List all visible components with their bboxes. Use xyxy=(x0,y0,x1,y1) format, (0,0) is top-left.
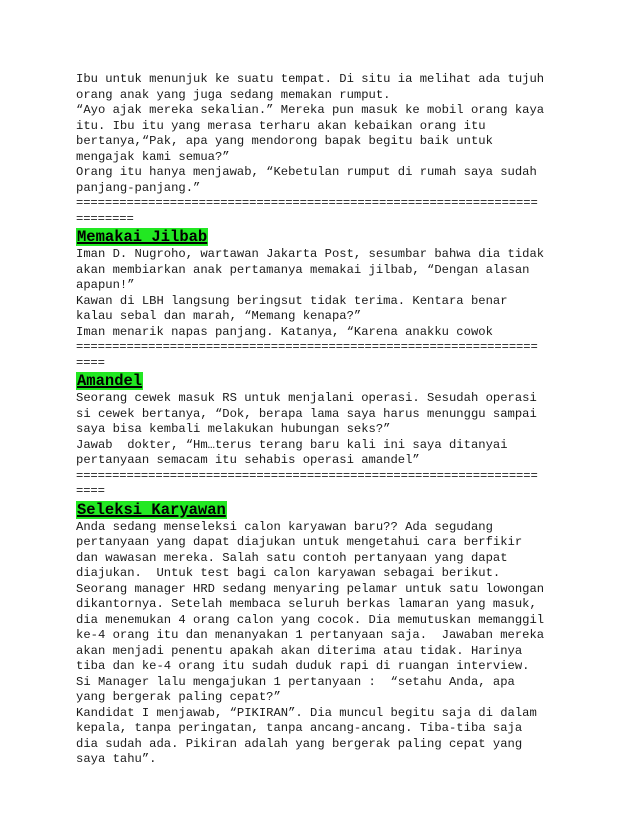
separator-line: ==== xyxy=(76,484,105,498)
text-line: orang anak yang juga sedang memakan rumput. xyxy=(76,87,391,102)
section-heading-jilbab: Memakai Jilbab xyxy=(77,228,208,246)
text-line: itu. Ibu itu yang merasa terharu akan kebaikan orang itu xyxy=(76,118,486,133)
text-line: pertanyaan yang dapat diajukan untuk mengetahui cara berfikir xyxy=(76,535,523,549)
text-line: dan wawasan mereka. Salah satu contoh pertanyaan yang dapat xyxy=(76,550,508,565)
text-line: dia menemukan 4 orang calon yang cocok. Dia memutuskan memanggil xyxy=(76,612,545,627)
text-line: Iman D. Nugroho, wartawan Jakarta Post, sesumbar bahwa dia tidak xyxy=(76,247,545,261)
text-line: tiba dan ke-4 orang itu sudah duduk rapi di ruangan interview. xyxy=(76,659,530,673)
text-line: Kawan di LBH langsung beringsut tidak terima. Kentara benar xyxy=(76,293,508,308)
text-line: Iman menarik napas panjang. Katanya, “Karena anakku cowok xyxy=(76,324,493,339)
text-line: “Ayo ajak mereka sekalian.” Mereka pun masuk ke mobil orang kaya xyxy=(76,103,545,117)
text-line: Si Manager lalu mengajukan 1 pertanyaan : “setahu Anda, apa xyxy=(76,674,515,689)
separator-line: ================================================================ xyxy=(76,196,538,210)
karyawan-section xyxy=(76,500,566,768)
text-line: saya tahu”. xyxy=(76,752,157,766)
section-heading-amandel: Amandel xyxy=(77,372,143,390)
text-line: mengajak kami semua?” xyxy=(76,149,230,164)
text-line: Seorang manager HRD sedang menyaring pelamar untuk satu lowongan xyxy=(76,581,545,596)
text-line: panjang-panjang.” xyxy=(76,180,201,195)
text-line: kepala, tanpa peringatan, tanpa ancang-ancang. Tiba-tiba saja xyxy=(76,721,523,735)
separator-line: ==== xyxy=(76,355,105,370)
document-page xyxy=(76,72,566,768)
section-heading-karyawan: Seleksi Karyawan xyxy=(77,500,226,519)
text-line: dia sudah ada. Pikiran adalah yang bergerak paling cepat yang xyxy=(76,736,523,751)
text-line: Seorang cewek masuk RS untuk menjalani operasi. Sesudah operasi xyxy=(76,391,537,405)
text-line: Orang itu hanya menjawab, “Kebetulan rumput di rumah saya sudah xyxy=(76,165,537,179)
text-line: dikantornya. Setelah membaca seluruh berkas lamaran yang masuk, xyxy=(76,597,537,611)
jilbab-section xyxy=(76,227,566,371)
text-line: diajukan. Untuk test bagi calon karyawan sebagai berikut. xyxy=(76,566,501,580)
text-line: yang bergerak paling cepat?” xyxy=(76,690,281,704)
separator-line: ================================================================ xyxy=(76,468,538,483)
text-line: kalau sebal dan marah, “Memang kenapa?” xyxy=(76,309,362,323)
text-line: akan menjadi penentu apakah akan diterima atau tidak. Harinya xyxy=(76,643,523,658)
separator-line: ======== xyxy=(76,211,134,226)
text-line: bertanya,“Pak, apa yang mendorong bapak begitu baik untuk xyxy=(76,134,493,148)
heading-row xyxy=(76,371,566,391)
amandel-section xyxy=(76,371,566,500)
text-line: pertanyaan semacam itu sehabis operasi amandel” xyxy=(76,453,420,467)
heading-row xyxy=(76,227,566,247)
text-line: si cewek bertanya, “Dok, berapa lama saya harus menunggu sampai xyxy=(76,406,537,421)
separator-line: ================================================================ xyxy=(76,340,538,354)
intro-section xyxy=(76,72,566,227)
heading-row xyxy=(76,500,566,520)
text-line: Anda sedang menseleksi calon karyawan baru?? Ada segudang xyxy=(76,519,493,534)
text-line: ke-4 orang itu dan menanyakan 1 pertanyaan saja. Jawaban mereka xyxy=(76,628,545,642)
text-line: Kandidat I menjawab, “PIKIRAN”. Dia muncul begitu saja di dalam xyxy=(76,705,537,720)
text-line: apapun!” xyxy=(76,278,135,292)
text-line: Ibu untuk menunjuk ke suatu tempat. Di situ ia melihat ada tujuh xyxy=(76,72,545,86)
text-line: Jawab dokter, “Hm…terus terang baru kali ini saya ditanyai xyxy=(76,437,508,452)
text-line: saya bisa kembali melakukan hubungan seks?” xyxy=(76,422,391,436)
text-line: akan membiarkan anak pertamanya memakai jilbab, “Dengan alasan xyxy=(76,262,530,277)
